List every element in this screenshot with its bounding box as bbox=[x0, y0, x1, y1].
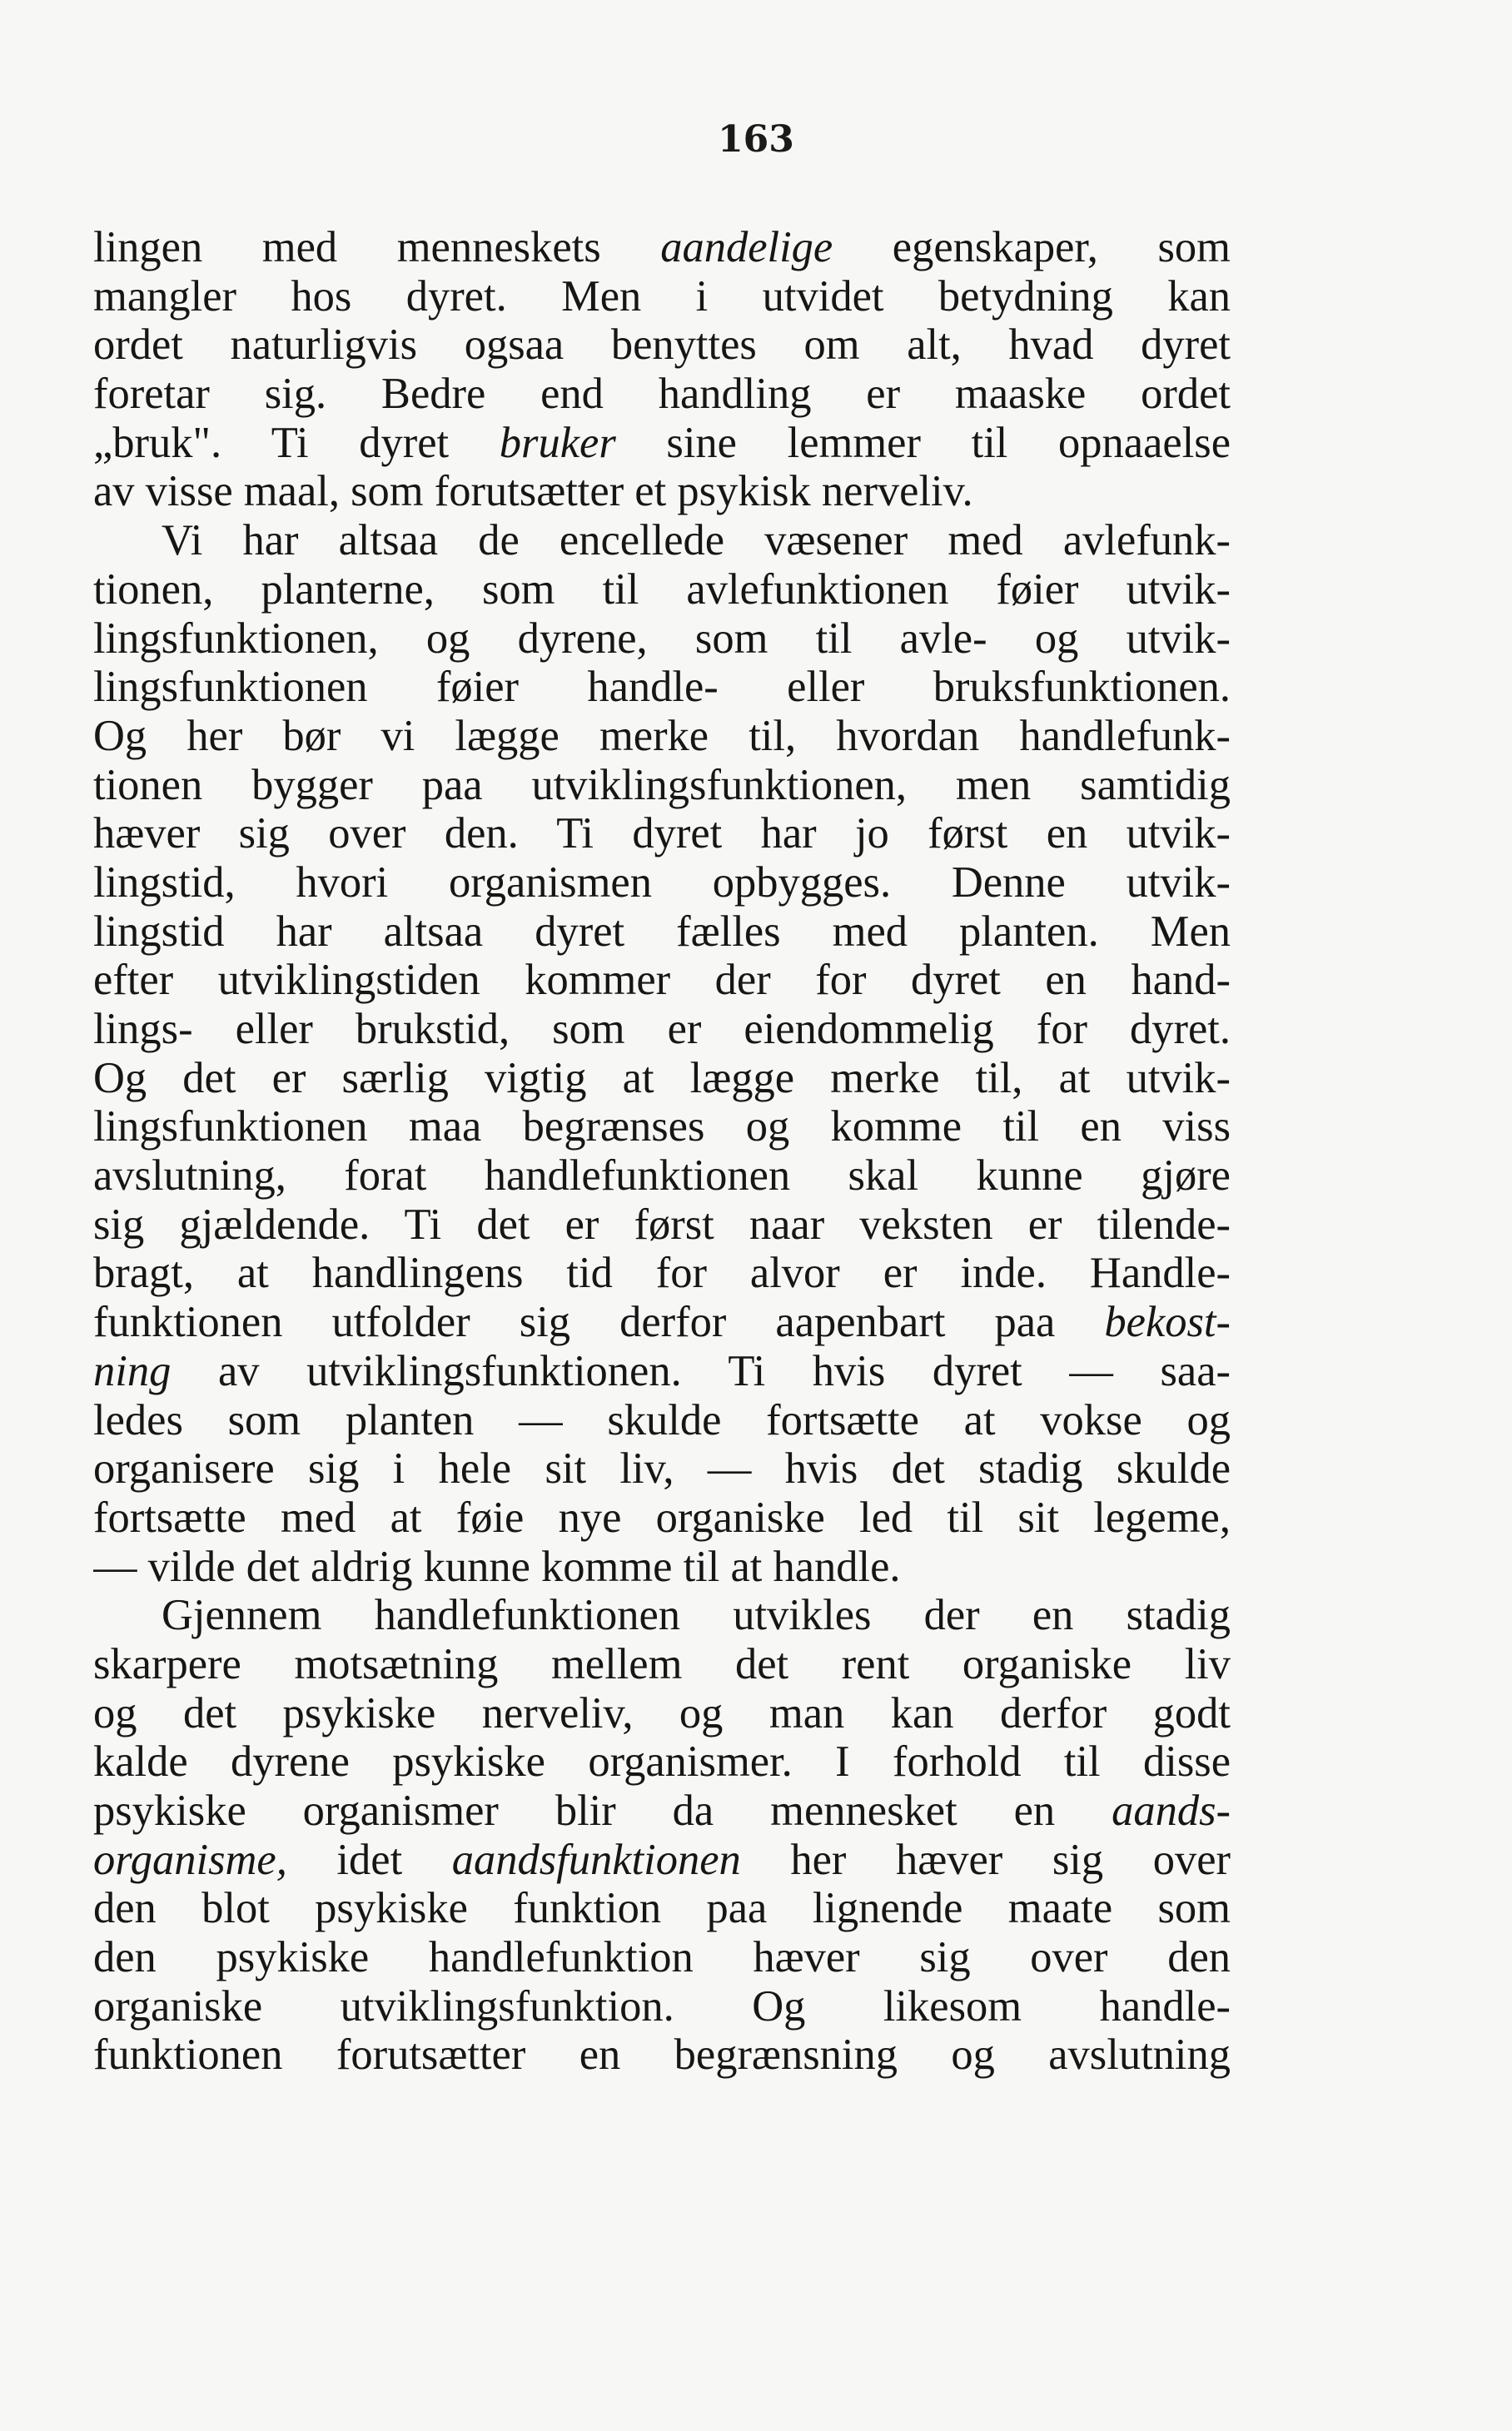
text-line bbox=[93, 1982, 1231, 2031]
text-run: efter utviklingstiden kommer der for dyret en hand- bbox=[93, 956, 1231, 1005]
text-run: av utviklingsfunktionen. Ti hvis dyret — saa- bbox=[171, 1346, 1231, 1395]
text-run: lingsfunktionen maa begrænses og komme til en viss bbox=[93, 1102, 1231, 1151]
text-line bbox=[93, 809, 1231, 858]
text-run: ledes som planten — skulde fortsætte at vokse og bbox=[93, 1395, 1231, 1444]
italic-text: organisme, bbox=[93, 1835, 287, 1884]
text-run: mangler hos dyret. Men i utvidet betydning kan bbox=[93, 271, 1231, 321]
text-run: idet bbox=[286, 1835, 452, 1884]
text-run: tionen bygger paa utviklingsfunktionen, men samtidig bbox=[93, 760, 1231, 809]
text-line bbox=[93, 1054, 1231, 1103]
text-run: lingstid har altsaa dyret fælles med planten. Men bbox=[93, 907, 1231, 956]
text-run: fortsætte med at føie nye organiske led til sit legeme, bbox=[93, 1493, 1231, 1542]
text-line bbox=[93, 1444, 1231, 1494]
text-run: Gjennem handlefunktionen utvikles der en stadig bbox=[162, 1591, 1231, 1640]
text-line bbox=[93, 1543, 1231, 1592]
text-line bbox=[93, 1298, 1231, 1347]
text-run: Og her bør vi lægge merke til, hvordan handlefunk- bbox=[93, 711, 1231, 760]
text-run: ordet naturligvis ogsaa benyttes om alt, hvad dyret bbox=[93, 321, 1231, 370]
text-line bbox=[93, 1249, 1231, 1298]
italic-text: ning bbox=[93, 1346, 172, 1395]
text-run: Vi har altsaa de encellede væsener med avlefunk- bbox=[162, 516, 1231, 565]
text-line bbox=[93, 1884, 1231, 1933]
text-run: egenskaper, som bbox=[833, 223, 1231, 271]
text-line bbox=[93, 1689, 1231, 1738]
text-run: og det psykiske nerveliv, og man kan derfor godt bbox=[93, 1688, 1231, 1737]
text-run: Og det er særlig vigtig at lægge merke til, at utvik- bbox=[93, 1053, 1231, 1102]
text-line bbox=[93, 2031, 1231, 2080]
text-run: — vilde det aldrig kunne komme til at handle. bbox=[93, 1542, 901, 1591]
text-line bbox=[93, 614, 1231, 664]
text-line bbox=[93, 565, 1231, 614]
text-run: lingsfunktionen, og dyrene, som til avle- og utvik- bbox=[93, 614, 1231, 663]
text-line bbox=[93, 1494, 1231, 1543]
text-run: den psykiske handlefunktion hæver sig over den bbox=[93, 1933, 1231, 1982]
text-run: lingstid, hvori organismen opbygges. Denne utvik- bbox=[93, 858, 1231, 907]
text-run: tionen, planterne, som til avlefunktionen føier utvik- bbox=[93, 564, 1231, 614]
text-run: hæver sig over den. Ti dyret har jo først en utvik- bbox=[93, 809, 1231, 858]
text-run: „bruk". Ti dyret bbox=[93, 418, 500, 467]
text-run: av visse maal, som forutsætter et psykisk nerveliv. bbox=[93, 467, 973, 516]
text-line bbox=[93, 1787, 1231, 1836]
text-line bbox=[93, 858, 1231, 907]
text-run: bragt, at handlingens tid for alvor er inde. Handle- bbox=[93, 1249, 1231, 1298]
text-line bbox=[93, 1836, 1231, 1885]
text-run: sig gjældende. Ti det er først naar veksten er tilende- bbox=[93, 1200, 1231, 1249]
text-run: sine lemmer til opnaaelse bbox=[615, 418, 1231, 467]
text-line bbox=[93, 761, 1231, 810]
text-run: lings- eller brukstid, som er eiendommelig for dyret. bbox=[93, 1005, 1231, 1053]
page-number: 163 bbox=[718, 118, 794, 161]
italic-text: aandelige bbox=[660, 223, 833, 271]
text-run: lingen med menneskets bbox=[93, 223, 661, 271]
text-run: lingsfunktionen føier handle- eller bruksfunktionen. bbox=[93, 663, 1231, 712]
text-line bbox=[93, 467, 1231, 516]
text-run: skarpere motsætning mellem det rent organiske liv bbox=[93, 1639, 1231, 1688]
text-line bbox=[93, 223, 1231, 272]
italic-text: bruker bbox=[499, 418, 616, 467]
text-run: funktionen utfolder sig derfor aapenbart paa bbox=[93, 1298, 1105, 1347]
text-line bbox=[93, 272, 1231, 321]
text-line bbox=[93, 1151, 1231, 1201]
text-run: organiske utviklingsfunktion. Og likesom handle- bbox=[93, 1981, 1231, 2031]
text-line bbox=[93, 1396, 1231, 1445]
text-line bbox=[93, 1737, 1231, 1787]
text-run: den blot psykiske funktion paa lignende maate som bbox=[93, 1884, 1231, 1933]
text-line bbox=[93, 516, 1231, 565]
text-line bbox=[93, 1005, 1231, 1054]
text-line bbox=[93, 663, 1231, 712]
text-run: avslutning, forat handlefunktionen skal kunne gjøre bbox=[93, 1151, 1231, 1201]
text-run: her hæver sig over bbox=[740, 1835, 1231, 1884]
text-line bbox=[93, 1640, 1231, 1689]
text-line bbox=[93, 419, 1231, 468]
italic-text: aands- bbox=[1112, 1787, 1231, 1835]
text-line bbox=[93, 1201, 1231, 1250]
text-line bbox=[93, 1347, 1231, 1396]
text-line bbox=[93, 1102, 1231, 1151]
text-line bbox=[93, 370, 1231, 419]
text-line bbox=[93, 956, 1231, 1005]
text-run: psykiske organismer blir da mennesket en bbox=[93, 1787, 1112, 1835]
text-run: kalde dyrene psykiske organismer. I forhold til disse bbox=[93, 1737, 1231, 1787]
italic-text: bekost- bbox=[1104, 1298, 1231, 1347]
text-line bbox=[93, 907, 1231, 957]
text-line bbox=[93, 321, 1231, 370]
text-line bbox=[93, 1933, 1231, 1982]
text-line bbox=[93, 712, 1231, 761]
text-run: organisere sig i hele sit liv, — hvis det stadig skulde bbox=[93, 1444, 1231, 1494]
italic-text: aandsfunktionen bbox=[451, 1835, 741, 1884]
text-run: funktionen forutsætter en begrænsning og avslutning bbox=[93, 2031, 1231, 2080]
text-run: foretar sig. Bedre end handling er maaske ordet bbox=[93, 370, 1231, 419]
text-line bbox=[93, 1591, 1231, 1640]
body-text bbox=[93, 223, 1231, 2080]
